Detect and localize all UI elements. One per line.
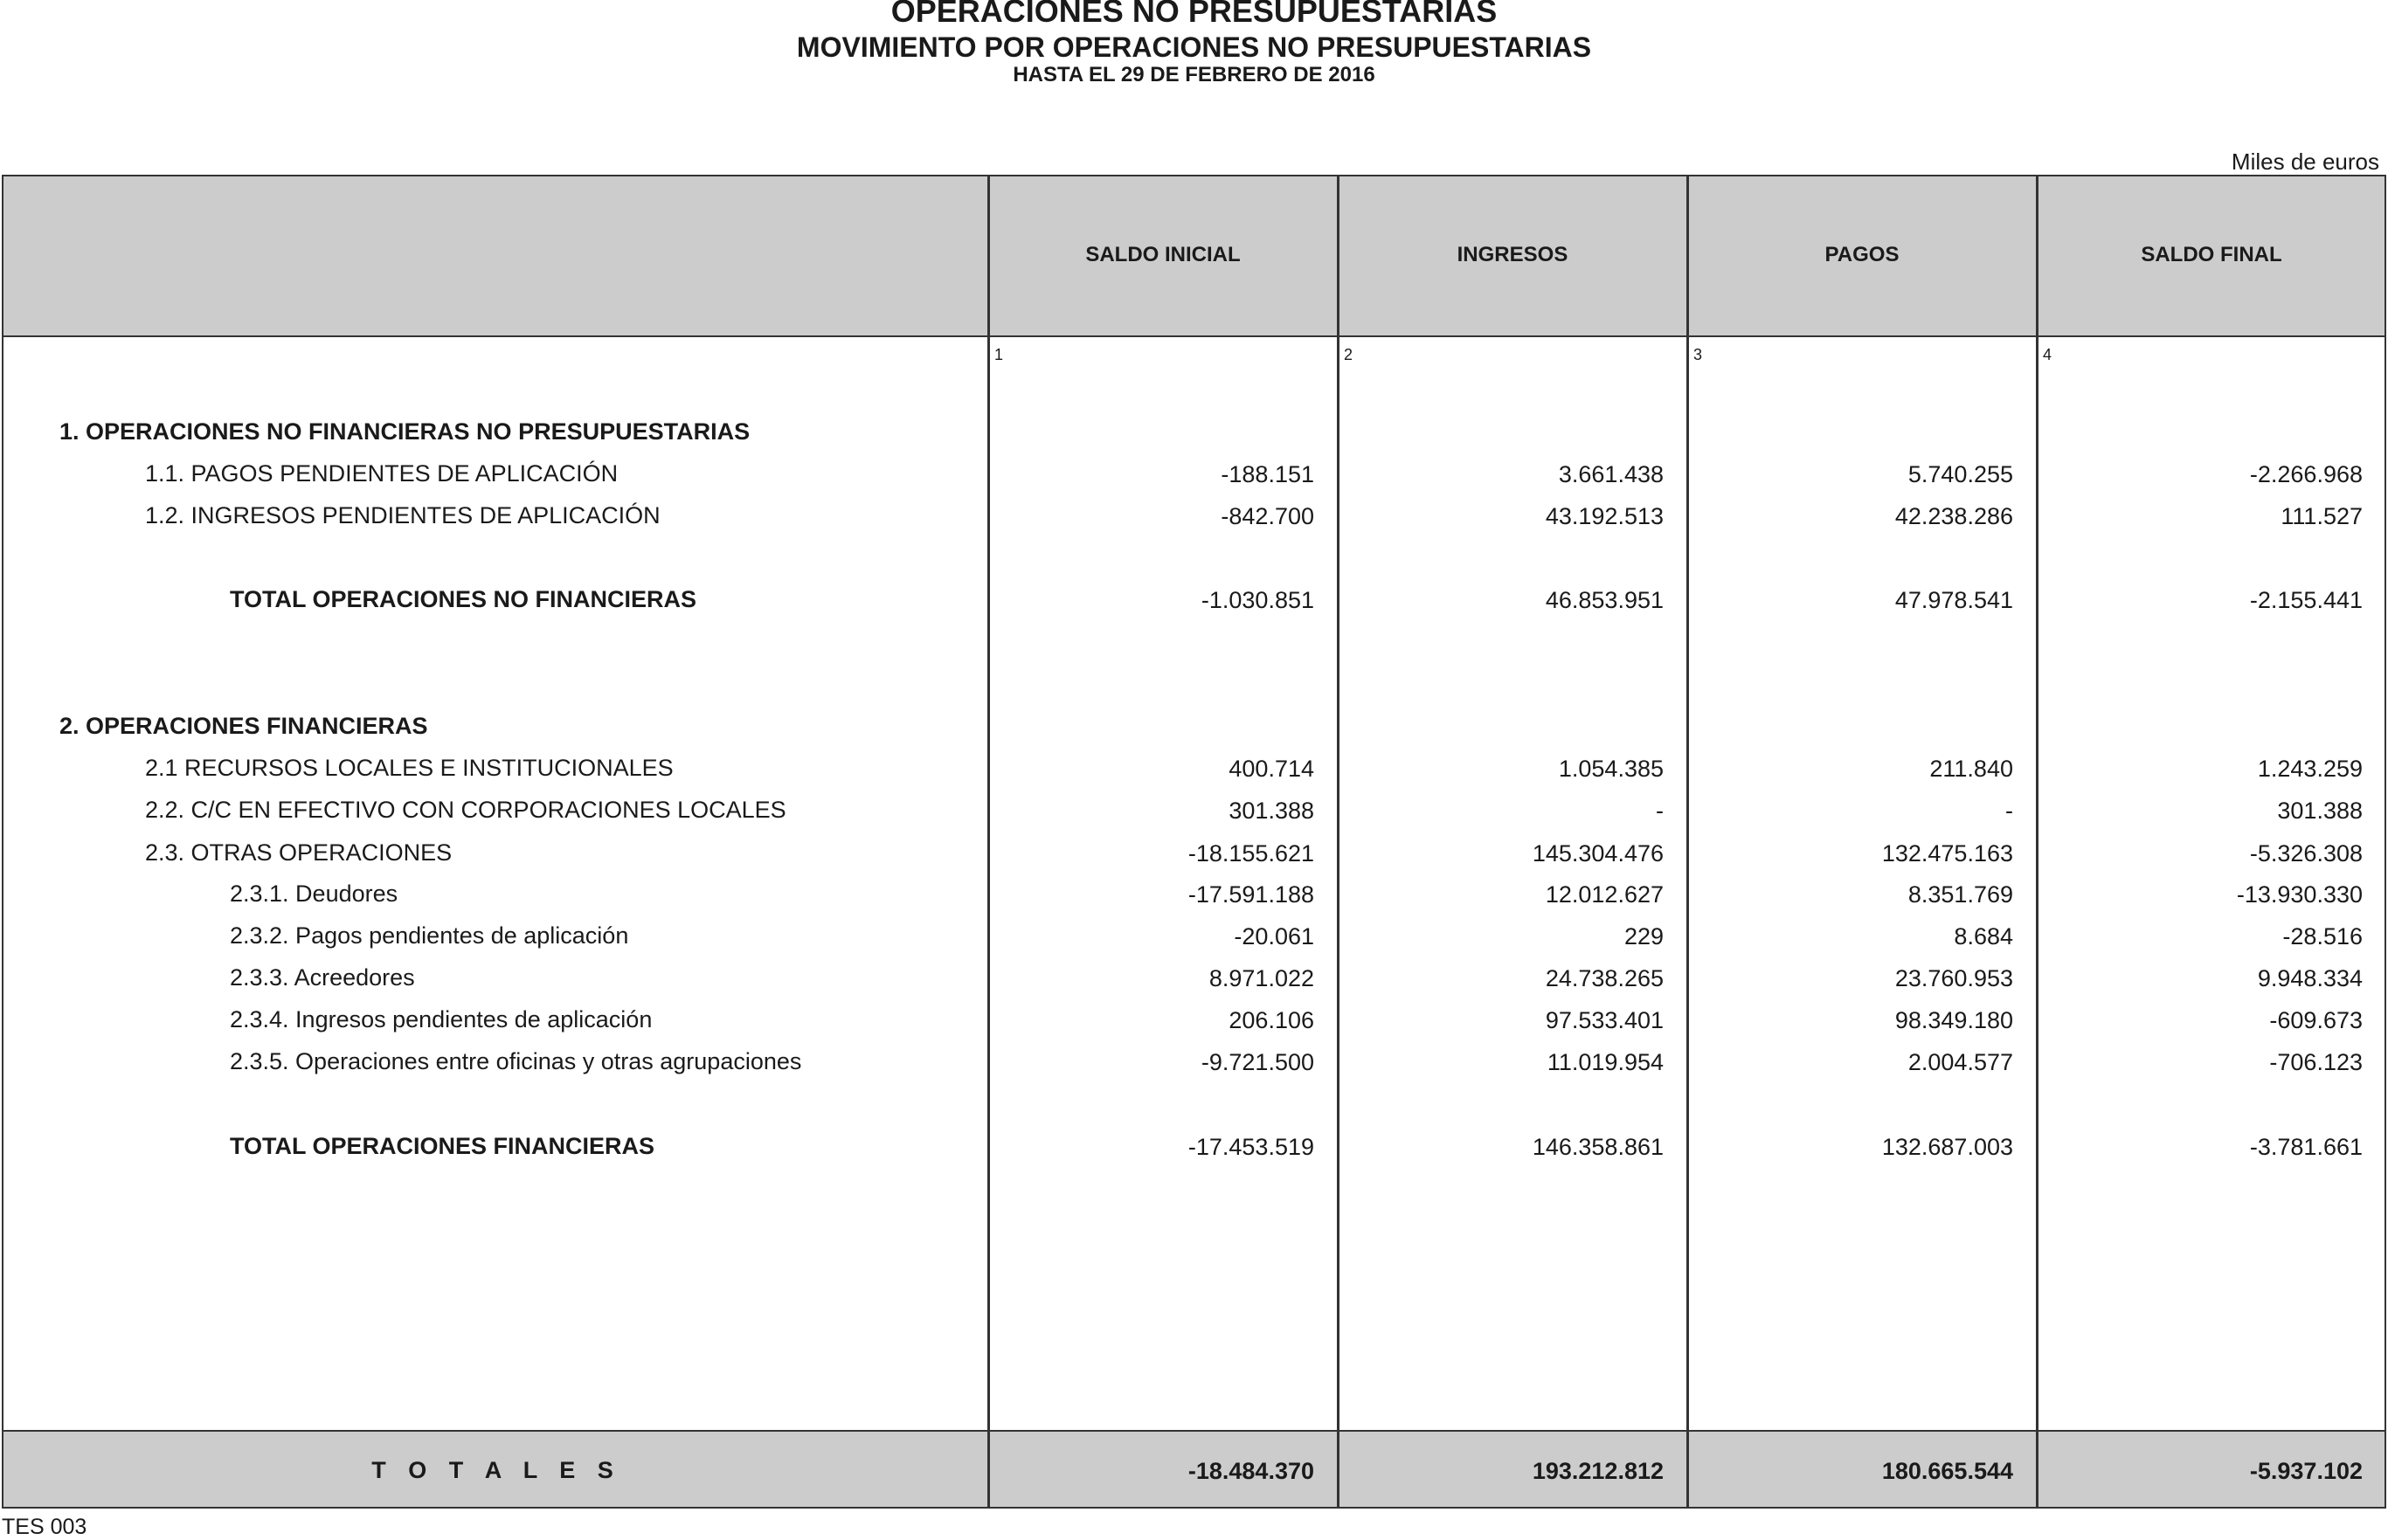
units-label: Miles de euros xyxy=(2231,148,2379,175)
column-header-ingresos: INGRESOS xyxy=(1457,243,1568,266)
row-value: 8.971.022 xyxy=(1208,965,1314,991)
row-value: 132.475.163 xyxy=(1881,840,2013,867)
totals-value: 180.665.544 xyxy=(1881,1458,2013,1484)
row-value: 11.019.954 xyxy=(1547,1049,1664,1075)
row-value: 211.840 xyxy=(1929,756,2013,782)
row-label: 2.1 RECURSOS LOCALES E INSTITUCIONALES xyxy=(145,755,674,781)
totals-label: T O T A L E S xyxy=(371,1457,621,1483)
row-value: 23.760.953 xyxy=(1894,965,2013,991)
totals-value: -5.937.102 xyxy=(2249,1458,2363,1484)
subtotal-value: -17.453.519 xyxy=(1187,1134,1314,1160)
subtotal-value: -3.781.661 xyxy=(2249,1134,2363,1160)
row-label: 2.3. OTRAS OPERACIONES xyxy=(145,839,453,866)
row-value: 24.738.265 xyxy=(1545,965,1664,991)
row-value: 8.351.769 xyxy=(1907,881,2013,908)
row-value: -706.123 xyxy=(2269,1049,2363,1075)
row-label: 2.3.2. Pagos pendientes de aplicación xyxy=(230,922,629,949)
row-value: 3.661.438 xyxy=(1558,461,1664,487)
operations-table xyxy=(2,175,2386,1509)
row-label: 1.1. PAGOS PENDIENTES DE APLICACIÓN xyxy=(145,460,619,487)
row-value: 43.192.513 xyxy=(1545,503,1664,529)
row-label: 2.3.5. Operaciones entre oficinas y otras agrupaciones xyxy=(230,1048,802,1074)
row-value: 12.012.627 xyxy=(1545,881,1664,908)
row-value: 1.054.385 xyxy=(1558,756,1664,782)
totals-value: -18.484.370 xyxy=(1187,1458,1314,1484)
row-value: -13.930.330 xyxy=(2236,881,2363,908)
row-value: 301.388 xyxy=(2277,798,2363,824)
row-label: 2.3.3. Acreedores xyxy=(230,964,415,991)
row-value: -188.151 xyxy=(1221,461,1314,487)
row-value: -609.673 xyxy=(2269,1007,2363,1033)
row-value: -17.591.188 xyxy=(1187,881,1314,908)
section-heading: 1. OPERACIONES NO FINANCIERAS NO PRESUPUESTARIAS xyxy=(59,418,751,445)
column-header-pagos: PAGOS xyxy=(1824,243,1900,266)
row-value: -18.155.621 xyxy=(1187,840,1314,867)
row-value: - xyxy=(1656,798,1664,824)
row-value: 8.684 xyxy=(1954,923,2013,950)
row-label: 2.3.4. Ingresos pendientes de aplicación xyxy=(230,1006,653,1032)
row-label: 2.2. C/C EN EFECTIVO CON CORPORACIONES LOCALES xyxy=(145,797,786,823)
row-value: -842.700 xyxy=(1221,503,1314,529)
row-value: -20.061 xyxy=(1234,923,1314,950)
column-number: 2 xyxy=(1344,346,1353,363)
row-value: 9.948.334 xyxy=(2257,965,2363,991)
document-code: TES 003 xyxy=(2,1515,87,1539)
column-number: 3 xyxy=(1693,346,1703,363)
subtotal-value: 46.853.951 xyxy=(1545,587,1664,613)
row-value: -28.516 xyxy=(2282,923,2363,950)
row-value: 145.304.476 xyxy=(1532,840,1664,867)
subtotal-value: 146.358.861 xyxy=(1532,1134,1664,1160)
row-value: 2.004.577 xyxy=(1907,1049,2013,1075)
page-title: OPERACIONES NO PRESUPUESTARIAS xyxy=(890,0,1498,29)
subtotal-label: TOTAL OPERACIONES FINANCIERAS xyxy=(230,1133,655,1159)
section-heading: 2. OPERACIONES FINANCIERAS xyxy=(59,713,428,739)
row-value: 301.388 xyxy=(1229,798,1314,824)
column-number: 1 xyxy=(994,346,1004,363)
row-value: 1.243.259 xyxy=(2257,756,2363,782)
subtotal-value: 132.687.003 xyxy=(1881,1134,2013,1160)
period-label: HASTA EL 29 DE FEBRERO DE 2016 xyxy=(1013,63,1375,86)
row-value: 111.527 xyxy=(2281,503,2363,529)
row-value: 206.106 xyxy=(1229,1007,1314,1033)
row-value: -9.721.500 xyxy=(1201,1049,1314,1075)
row-value: 229 xyxy=(1623,923,1664,950)
column-number: 4 xyxy=(2043,346,2052,363)
row-value: 98.349.180 xyxy=(1894,1007,2013,1033)
subtotal-value: -2.155.441 xyxy=(2249,587,2363,613)
column-header-saldo-final: SALDO FINAL xyxy=(2141,243,2282,266)
row-value: -5.326.308 xyxy=(2249,840,2363,867)
row-label: 2.3.1. Deudores xyxy=(230,880,398,907)
row-value: -2.266.968 xyxy=(2249,461,2363,487)
subtotal-value: 47.978.541 xyxy=(1894,587,2013,613)
row-value: 42.238.286 xyxy=(1894,503,2013,529)
column-header-saldo-inicial: SALDO INICIAL xyxy=(1085,243,1241,266)
subtotal-label: TOTAL OPERACIONES NO FINANCIERAS xyxy=(230,586,697,612)
row-label: 1.2. INGRESOS PENDIENTES DE APLICACIÓN xyxy=(145,502,661,528)
row-value: 5.740.255 xyxy=(1907,461,2013,487)
row-value: 400.714 xyxy=(1229,756,1314,782)
totals-value: 193.212.812 xyxy=(1532,1458,1664,1484)
page-subtitle: MOVIMIENTO POR OPERACIONES NO PRESUPUESTARIAS xyxy=(796,31,1592,63)
row-value: - xyxy=(2005,798,2013,824)
row-value: 97.533.401 xyxy=(1545,1007,1664,1033)
subtotal-value: -1.030.851 xyxy=(1201,587,1314,613)
